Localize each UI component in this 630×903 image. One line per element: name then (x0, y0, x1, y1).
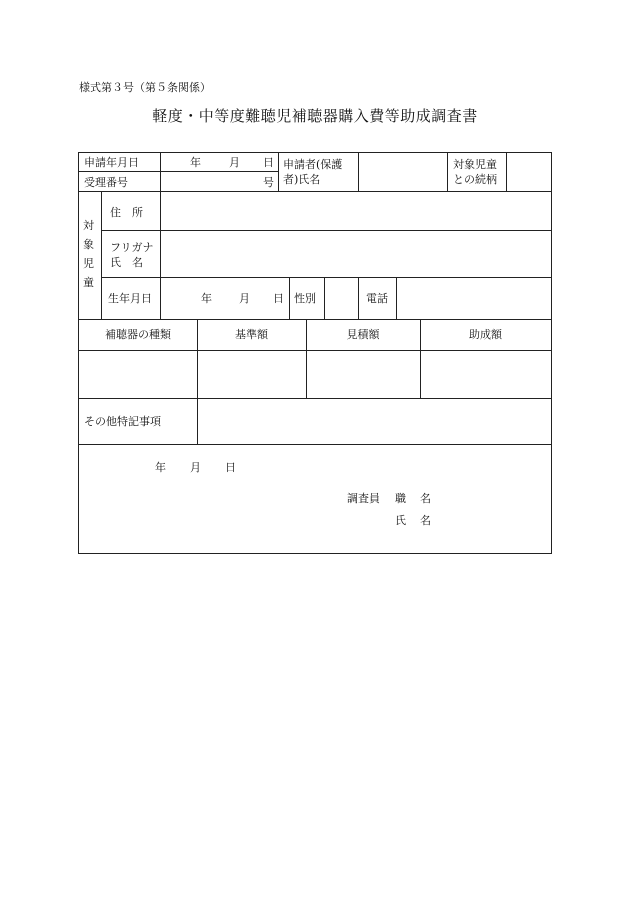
investigator-name-label-1: 氏 (395, 514, 406, 527)
investigator-name-label-2: 名 (420, 514, 431, 527)
survey-form-table (78, 152, 552, 554)
investigator-label: 調査員 (347, 492, 380, 505)
investigator-position-name-mark: 名 (420, 492, 431, 505)
application-date-day: 日 (263, 156, 274, 169)
column-divider (101, 191, 102, 319)
column-divider (160, 191, 161, 319)
birthdate-day: 日 (273, 292, 284, 305)
applicant-label-line2: 者)氏名 (283, 173, 321, 186)
row-divider (79, 319, 551, 320)
remarks-label: その他特記事項 (84, 415, 161, 428)
child-section-char: 象 (83, 238, 94, 251)
gender-label: 性別 (294, 292, 316, 305)
applicant-label-line1: 申請者(保護 (283, 158, 343, 171)
application-date-year: 年 (190, 156, 201, 169)
amounts-column-header: 見積額 (346, 328, 380, 341)
receipt-number-suffix: 号 (263, 176, 274, 189)
investigator-position-label: 職 (395, 492, 406, 505)
row-divider (79, 444, 551, 445)
birthdate-year: 年 (201, 292, 212, 305)
column-divider (506, 153, 507, 191)
child-section-char: 対 (83, 219, 94, 232)
row-divider (79, 350, 551, 351)
footer-date-month: 月 (190, 461, 201, 474)
amounts-column-header: 助成額 (469, 328, 502, 341)
child-section-char: 児 (83, 257, 94, 270)
row-divider (101, 230, 551, 231)
amounts-column-header: 基準額 (235, 328, 268, 341)
furigana-label: フリガナ (110, 241, 154, 254)
amounts-column-header: 補聴器の種類 (105, 328, 171, 341)
child-name-label: 氏 名 (110, 256, 143, 269)
column-divider (358, 277, 359, 319)
row-divider (79, 398, 551, 399)
footer-date-year: 年 (155, 461, 166, 474)
child-section-char: 童 (83, 276, 94, 289)
phone-label: 電話 (366, 292, 388, 305)
column-divider (447, 153, 448, 191)
receipt-number-label: 受理番号 (84, 176, 128, 189)
row-divider (79, 191, 551, 192)
column-divider (289, 277, 290, 319)
address-label: 住 所 (110, 206, 143, 219)
birthdate-month: 月 (239, 292, 250, 305)
document-title: 軽度・中等度難聴児補聴器購入費等助成調査書 (152, 107, 478, 125)
column-divider (278, 153, 279, 191)
row-divider (79, 171, 278, 172)
birthdate-label: 生年月日 (108, 292, 152, 305)
column-divider (358, 153, 359, 191)
relation-label-line1: 対象児童 (453, 158, 497, 171)
application-date-month: 月 (229, 156, 240, 169)
column-divider (160, 153, 161, 191)
form-number: 様式第３号（第５条関係） (79, 81, 211, 94)
application-date-label: 申請年月日 (84, 156, 139, 169)
row-divider (101, 277, 551, 278)
column-divider (396, 277, 397, 319)
relation-label-line2: との続柄 (453, 173, 497, 186)
footer-date-day: 日 (225, 461, 236, 474)
column-divider (324, 277, 325, 319)
